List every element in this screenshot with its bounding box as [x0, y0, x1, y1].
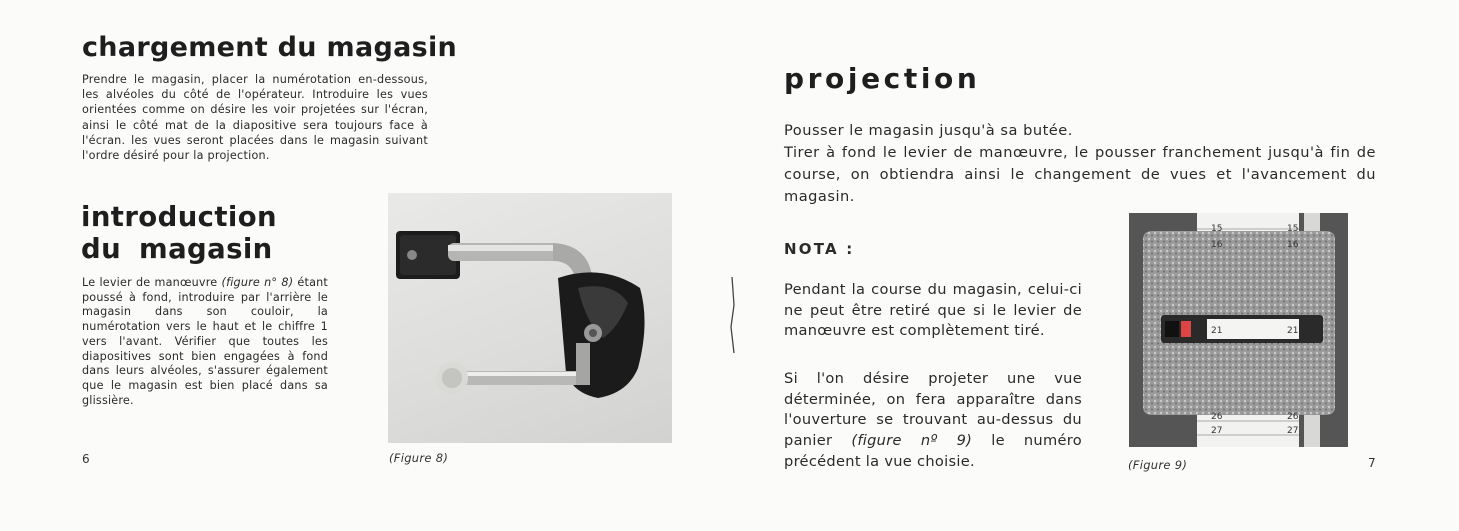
- nota-paragraph-1: Pendant la course du magasin, celui-ci ne peut être retiré que si le levier de manœuvre est complètement tiré.: [784, 281, 1082, 340]
- projection-line-1: Pousser le magasin jusqu'à sa butée.: [784, 122, 1073, 139]
- paragraph-chargement: Prendre le magasin, placer la numérotation en-dessous, les alvéoles du côté de l'opérateur. Introduire les vues orientées comme on désire les voir projetées sur l'écran, ainsi le côté mat de la diapositive sera toujours face à l'écran. les vues seront placées dans le magasin suivant l'ordre désiré pour la projection.: [82, 73, 428, 163]
- magazine-illustration: [1129, 213, 1348, 447]
- paragraph-projection: [784, 120, 1376, 208]
- nota-label: NOTA :: [784, 240, 855, 258]
- intro-text-after: étant poussé à fond, introduire par l'arrière le magasin dans son couloir, la numérotation vers le haut et le chiffre 1 vers l'avant. Vérifier que toutes les diapositives sont bien engagées à fond dans leurs alvéoles, s'assurer également que le magasin est bien placé dans sa glissière.: [82, 276, 329, 407]
- paragraph-introduction: [82, 276, 328, 408]
- heading-chargement: chargement du magasin: [82, 32, 458, 63]
- slot-26-right: 26: [1287, 412, 1299, 422]
- nota-paragraph-2: [784, 369, 1082, 473]
- nota-figure-ref: (figure nº 9): [851, 432, 973, 450]
- intro-figure-ref: (figure n° 8): [221, 276, 294, 289]
- projection-line-2: Tirer à fond le levier de manœuvre, le pousser franchement jusqu'à fin de course, on obtiendra ainsi le changement de vues et l'avancement du magasin.: [784, 144, 1376, 205]
- slot-21-left: 21: [1211, 326, 1223, 336]
- left-page: [0, 0, 729, 531]
- page-number-right: 7: [1368, 456, 1376, 470]
- slot-15-left: 15: [1211, 224, 1223, 234]
- page-number-left: 6: [82, 452, 90, 466]
- slot-27-left: 27: [1211, 426, 1223, 436]
- nota-text-before: Si l'on désire projeter une vue déterminée, on fera apparaître dans l'ouverture se trouvant au-dessus du panier: [784, 370, 1082, 450]
- figure-8-caption: (Figure 8): [389, 451, 449, 465]
- slot-26-left: 26: [1211, 412, 1223, 422]
- figure-8-lever-photo: [388, 193, 672, 443]
- slot-15-right: 15: [1287, 224, 1299, 234]
- figure-9-magazine-photo: [1129, 213, 1348, 447]
- lever-illustration: [388, 193, 672, 443]
- slot-16-right: 16: [1287, 240, 1299, 250]
- heading-introduction-line2: du magasin: [81, 233, 273, 265]
- heading-projection: projection: [784, 62, 981, 95]
- slot-16-left: 16: [1211, 240, 1223, 250]
- intro-text-before: Le levier de manœuvre: [82, 276, 222, 289]
- heading-introduction-line1: introduction: [81, 201, 278, 233]
- slot-21-right: 21: [1287, 326, 1299, 336]
- figure-9-caption: (Figure 9): [1128, 458, 1188, 472]
- slot-27-right: 27: [1287, 426, 1299, 436]
- nota-text-after: le numéro précédent la vue choisie.: [784, 432, 1082, 470]
- heading-introduction: [81, 201, 277, 265]
